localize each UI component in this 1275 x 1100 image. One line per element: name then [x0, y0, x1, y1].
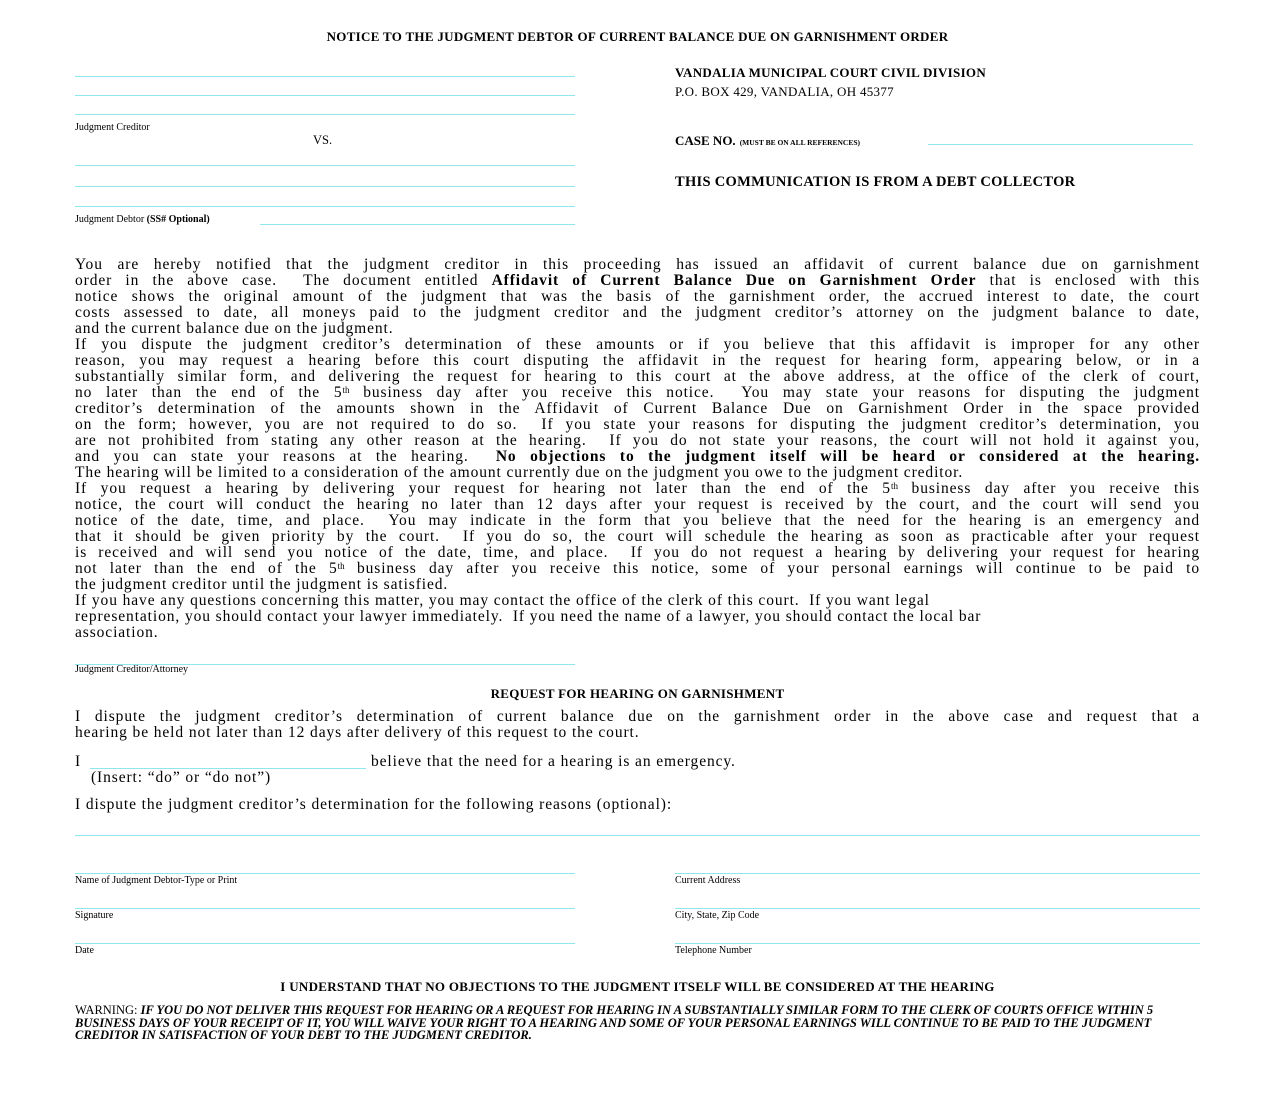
bold-text: No objections to the judgment itself will be heard or considered at the hearing. — [495, 448, 1200, 465]
body-line — [75, 353, 1200, 369]
i-label: I — [75, 753, 82, 770]
creditor-line-1[interactable] — [75, 76, 575, 77]
body-text: If you dispute the judgment creditor’s determination of these amounts or if you believe that this affidavit is improper for any other — [75, 336, 1200, 353]
debtor-ss-note: (SS# Optional) — [146, 214, 210, 225]
body-text: substantially similar form, and delivering the request for hearing to this court at the above address, at the office of the clerk of court, — [75, 368, 1200, 385]
document-title: NOTICE TO THE JUDGMENT DEBTOR OF CURRENT BALANCE DUE ON GARNISHMENT ORDER — [326, 29, 949, 44]
request-line-2: hearing be held not later than 12 days after delivery of this request to the court. — [75, 724, 640, 741]
body-line — [75, 257, 1200, 273]
name-label: Name of Judgment Debtor-Type or Print — [75, 875, 238, 886]
insert-note: (Insert: “do” or “do not”) — [91, 769, 272, 786]
body-text: creditor’s determination of the amounts shown in the Affidavit of Current Balance Due on Garnishment Order in the space provided — [75, 400, 1200, 417]
body-text: costs assessed to date, all moneys paid to the judgment creditor and the judgment creditor’s attorney on the judgment balance to date, — [75, 304, 1200, 321]
creditor-label: Judgment Creditor — [75, 122, 150, 133]
body-line — [75, 337, 1200, 353]
case-no-label: CASE NO. — [675, 133, 736, 148]
body-text: the judgment creditor until the judgment is satisfied. — [75, 576, 449, 593]
city-state-zip-field[interactable] — [675, 908, 1200, 909]
body-line — [75, 273, 1200, 289]
date-label: Date — [75, 945, 94, 956]
body-text: business day after you receive this notice, some of your personal earnings will continue to be paid to — [344, 560, 1200, 577]
body-line — [75, 625, 1200, 641]
body-text: that is enclosed with this — [976, 272, 1201, 289]
body-text: and the current balance due on the judgment. — [75, 320, 394, 337]
address-label: Current Address — [675, 875, 741, 886]
debtor-label-wrap — [75, 214, 210, 225]
telephone-field[interactable] — [675, 943, 1200, 944]
body-text: and you can state your reasons at the hearing. — [75, 448, 496, 465]
ordinal-suffix: th — [890, 481, 898, 491]
understand-statement: I UNDERSTAND THAT NO OBJECTIONS TO THE JUDGMENT ITSELF WILL BE CONSIDERED AT THE HEARING — [280, 979, 995, 994]
warning-block — [75, 1004, 1200, 1042]
debtor-label: Judgment Debtor — [75, 214, 145, 225]
debtor-ss-line[interactable] — [260, 224, 575, 225]
body-line — [75, 609, 1200, 625]
body-text: notice shows the original amount of the judgment that was the basis of the garnishment order, the accrued interest to date, the court — [75, 288, 1200, 305]
body-text: are not prohibited from stating any other reason at the hearing. If you do not state your reasons, the court will not hold it against you, — [75, 432, 1200, 449]
body-text: business day after you receive this notice. You may state your reasons for disputing the judgment — [349, 384, 1200, 401]
body-line — [75, 369, 1200, 385]
warning-label: WARNING: — [75, 1003, 138, 1017]
name-field[interactable] — [75, 873, 575, 874]
body-text: association. — [75, 624, 159, 641]
debtor-line-3[interactable] — [75, 206, 575, 207]
case-no-line[interactable] — [928, 144, 1193, 145]
signature-field[interactable] — [75, 908, 575, 909]
telephone-label: Telephone Number — [675, 945, 752, 956]
body-text: reason, you may request a hearing before this court disputing the affidavit in the request for hearing form, appearing below, or in a — [75, 352, 1200, 369]
date-field[interactable] — [75, 943, 575, 944]
body-text: that it should be given priority by the court. If you do so, the court will schedule the hearing as soon as practicable after your request — [75, 528, 1200, 545]
body-text: You are hereby notified that the judgment creditor in this proceeding has issued an affidavit of current balance due on garnishment — [75, 256, 1200, 273]
vs-label: VS. — [313, 133, 333, 147]
body-line — [75, 417, 1200, 433]
creditor-attorney-label: Judgment Creditor/Attorney — [75, 664, 189, 675]
body-line — [75, 449, 1200, 465]
body-line — [75, 577, 1200, 593]
body-text: order in the above case. The document entitled — [75, 272, 492, 289]
body-line — [75, 529, 1200, 545]
court-name: VANDALIA MUNICIPAL COURT CIVIL DIVISION — [675, 65, 987, 80]
body-text: If you have any questions concerning this matter, you may contact the office of the clerk of this court. If you want legal — [75, 592, 930, 609]
body-text: not later than the end of the 5 — [75, 560, 338, 577]
case-no-wrap — [675, 132, 860, 150]
ordinal-suffix: th — [342, 385, 350, 395]
debtor-line-1[interactable] — [75, 165, 575, 166]
debt-collector-notice: THIS COMMUNICATION IS FROM A DEBT COLLECTOR — [675, 174, 1076, 190]
creditor-line-2[interactable] — [75, 95, 575, 96]
body-text: business day after you receive this — [897, 480, 1200, 497]
emergency-text: believe that the need for a hearing is an emergency. — [371, 753, 736, 770]
body-line — [75, 561, 1200, 577]
case-no-note: (MUST BE ON ALL REFERENCES) — [739, 138, 860, 147]
body-line — [75, 433, 1200, 449]
body-text: is received and will send you notice of the date, time, and place. If you do not request a hearing by delivering your request for hearing — [75, 544, 1200, 561]
body-line — [75, 513, 1200, 529]
request-title: REQUEST FOR HEARING ON GARNISHMENT — [490, 686, 785, 701]
body-text: on the form; however, you are not required to do so. If you state your reasons for disputing the judgment creditor’s determination, you — [75, 416, 1200, 433]
reasons-field[interactable] — [75, 835, 1200, 836]
body-line — [75, 385, 1200, 401]
body-line — [75, 401, 1200, 417]
creditor-line-3[interactable] — [75, 114, 575, 115]
city-state-zip-label: City, State, Zip Code — [675, 910, 760, 921]
signature-label: Signature — [75, 910, 114, 921]
address-field[interactable] — [675, 873, 1200, 874]
reasons-label: I dispute the judgment creditor’s determination for the following reasons (optional): — [75, 796, 673, 813]
body-text: representation, you should contact your lawyer immediately. If you need the name of a lawyer, you should contact the local bar — [75, 608, 982, 625]
body-line — [75, 481, 1200, 497]
body-text: The hearing will be limited to a consideration of the amount currently due on the judgment you owe to the judgment creditor. — [75, 464, 964, 481]
body-line — [75, 289, 1200, 305]
bold-text: Affidavit of Current Balance Due on Garnishment Order — [491, 272, 977, 289]
body-text: If you request a hearing by delivering your request for hearing not later than the end of the 5 — [75, 480, 891, 497]
body-line — [75, 545, 1200, 561]
body-line — [75, 465, 1200, 481]
debtor-line-2[interactable] — [75, 186, 575, 187]
body-text: no later than the end of the 5 — [75, 384, 343, 401]
request-line-1: I dispute the judgment creditor’s determination of current balance due on the garnishment order in the above case and request that a — [75, 708, 1200, 725]
body-text: notice of the date, time, and place. You may indicate in the form that you believe that the need for the hearing is an emergency and — [75, 512, 1200, 529]
body-text: notice, the court will conduct the hearing no later than 12 days after your request is received by the court, and the court will send you — [75, 496, 1200, 513]
body-line — [75, 321, 1200, 337]
body-line — [75, 593, 1200, 609]
body-line — [75, 497, 1200, 513]
court-address: P.O. BOX 429, VANDALIA, OH 45377 — [675, 84, 894, 99]
body-line — [75, 305, 1200, 321]
warning-text: IF YOU DO NOT DELIVER THIS REQUEST FOR HEARING OR A REQUEST FOR HEARING IN A SUBSTANTIALLY SIMILAR FORM TO THE CLERK OF COURTS OFFICE WITHIN 5 BUSINESS DAYS OF YOUR RECEIPT OF IT, YOU WILL WAIVE YOUR RIGHT TO A HEARING AND SOME OF YOUR PERSONAL EARNINGS WILL CONTINUE TO BE PAID TO THE JUDGMENT CREDITOR IN SATISFACTION OF YOUR DEBT TO THE JUDGMENT CREDITOR. — [75, 1003, 1154, 1042]
ordinal-suffix: th — [337, 561, 345, 571]
